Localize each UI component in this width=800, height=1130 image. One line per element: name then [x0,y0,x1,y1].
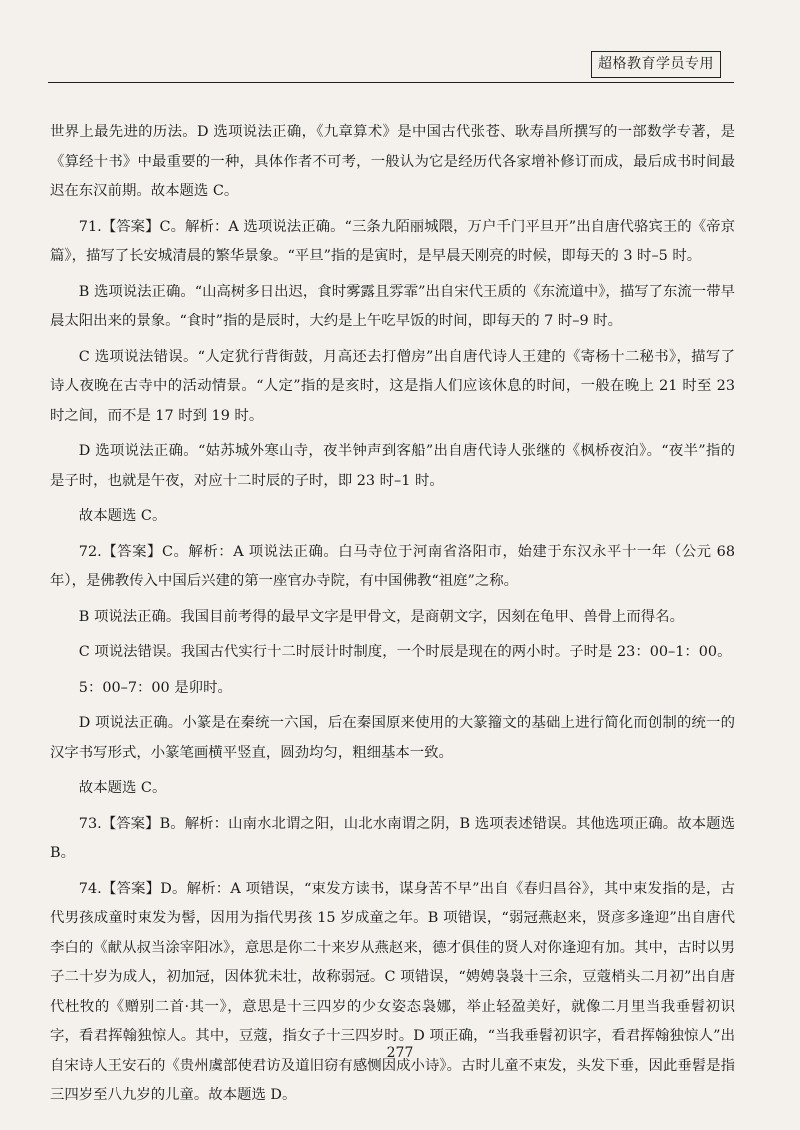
paragraph: 71.【答案】C。解析：A 选项说法正确。“三条九陌丽城隈，万户千门平旦开”出自唐代骆宾王的《帝京篇》，描写了长安城清晨的繁华景象。“平旦”指的是寅时，是早晨天刚亮的时候，即每天的 3 时–5 时。 [50,218,735,264]
paragraph: 74.【答案】D。解析：A 项错误，“束发方读书，谋身苦不早”出自《春归昌谷》，其中束发指的是，古代男孩成童时束发为髻，因用为指代男孩 15 岁成童之年。B 项错误，“弱冠燕赵来，贤彦多逢迎”出自唐代李白的《献从叔当涂宰阳冰》，意思是你二十来岁从燕赵来，德才俱佳的贤人对你逢迎有加。其中，古时以男子二十岁为成人，初加冠，因体犹未壮，故称弱冠。C 项错误，“娉娉袅袅十三余，豆蔻梢头二月初”出自唐代杜牧的《赠别二首·其一》，意思是十三四岁的少女姿态袅娜，举止轻盈美好，就像二月里当我垂髫初识字，看君挥翰独惊人。其中，豆蔻，指女子十三四岁时。D 项正确，“当我垂髫初识字，看君挥翰独惊人”出自宋诗人王安石的《贵州虞部使君访及道旧窃有感恻因成小诗》。古时儿童不束发，头发下垂，因此垂髫是指三四岁至八九岁的儿童。故本题选 D。 [50,880,735,1103]
header-label: 超格教育学员专用 [591,51,721,78]
header-rule [48,82,734,83]
document-body [50,118,735,1117]
page-number: 277 [386,1045,414,1061]
paragraph: 故本题选 C。 [78,780,167,796]
paragraph: 72.【答案】C。解析：A 项说法正确。白马寺位于河南省洛阳市，始建于东汉永平十一年（公元 68 年），是佛教传入中国后兴建的第一座官办寺院，有中国佛教“祖庭”之称。 [50,543,735,589]
paragraph: B 选项说法正确。“山高树多日出迟，食时雾露且雰霏”出自宋代王质的《东流道中》，描写了东流一带早晨太阳出来的景象。“食时”指的是辰时，大约是上午吃早饭的时间，即每天的 7 时–9 时。 [50,283,735,329]
paragraph: B 项说法正确。我国目前考得的最早文字是甲骨文，是商朝文字，因刻在龟甲、兽骨上而得名。 [78,608,684,625]
paragraph: C 项说法错误。我国古代实行十二时辰计时制度，一个时辰是现在的两小时。子时是 23：00–1：00。 [78,644,732,660]
paragraph: 5：00–7：00 是卯时。 [78,679,232,696]
paragraph: C 选项说法错误。“人定犹行背街鼓，月高还去打僧房”出自唐代诗人王建的《寄杨十二秘书》，描写了诗人夜晚在古寺中的活动情景。“人定”指的是亥时，这是指人们应该休息的时间，一般在晚上 21 时至 23 时之间，而不是 17 时到 19 时。 [50,348,735,424]
paragraph: 世界上最先进的历法。D 选项说法正确，《九章算术》是中国古代张苍、耿寿昌所撰写的一部数学专著，是《算经十书》中最重要的一种，具体作者不可考，一般认为它是经历代各家增补修订而成，最后成书时间最迟在东汉前期。故本题选 C。 [50,124,735,199]
paragraph: D 项说法正确。小篆是在秦统一六国，后在秦国原来使用的大篆籀文的基础上进行简化而创制的统一的汉字书写形式，小篆笔画横平竖直，圆劲均匀，粗细基本一致。 [50,715,735,761]
paragraph: D 选项说法正确。“姑苏城外寒山寺，夜半钟声到客船”出自唐代诗人张继的《枫桥夜泊》。“夜半”指的是子时，也就是午夜，对应十二时辰的子时，即 23 时–1 时。 [50,443,735,489]
paragraph: 73.【答案】B。解析：山南水北谓之阳，山北水南谓之阴，B 选项表述错误。其他选项正确。故本题选 B。 [50,815,735,861]
paragraph: 故本题选 C。 [78,508,167,524]
